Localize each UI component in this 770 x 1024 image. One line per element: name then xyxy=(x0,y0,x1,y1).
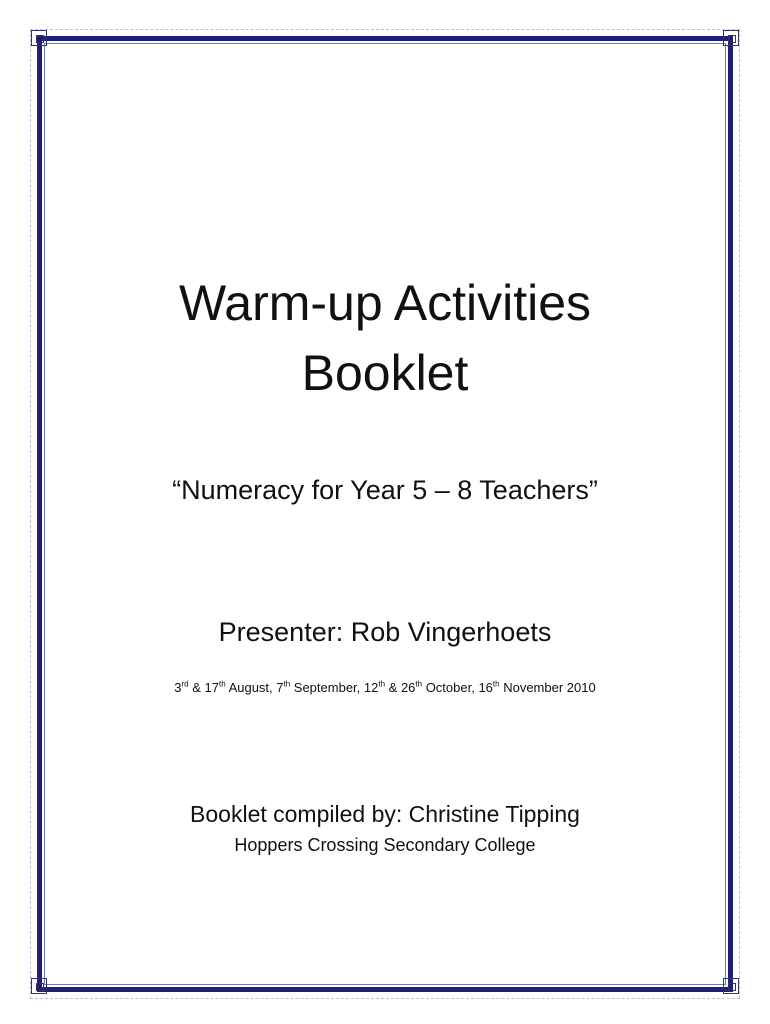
date-number: 17 xyxy=(204,680,219,695)
date-suffix: th xyxy=(492,679,500,689)
date-suffix: th xyxy=(415,679,423,689)
date-separator: August, xyxy=(225,680,277,695)
document-subtitle: “Numeracy for Year 5 – 8 Teachers” xyxy=(172,475,598,505)
compiled-by-line: Booklet compiled by: Christine Tipping xyxy=(190,801,580,827)
date-number: 12 xyxy=(363,680,379,695)
date-suffix: th xyxy=(219,679,226,689)
corner-ornament-top-right xyxy=(723,30,739,46)
date-number: 16 xyxy=(478,680,493,695)
school-name: Hoppers Crossing Secondary College xyxy=(234,835,536,855)
date-separator: October, xyxy=(422,680,479,695)
corner-ornament-top-left xyxy=(31,30,47,46)
date-suffix: rd xyxy=(181,679,189,689)
date-number: 26 xyxy=(400,680,416,695)
title-line-2: Booklet xyxy=(301,345,469,401)
date-suffix: th xyxy=(283,679,291,689)
date-number: 3 xyxy=(174,680,182,695)
date-separator: November 2010 xyxy=(499,680,596,695)
corner-ornament-bottom-left xyxy=(31,978,47,994)
corner-ornament-bottom-right xyxy=(723,978,739,994)
date-number: 7 xyxy=(276,680,284,695)
session-dates xyxy=(50,676,720,700)
date-separator: & xyxy=(385,680,401,695)
document-title xyxy=(50,268,720,408)
date-separator: September, xyxy=(290,680,364,695)
date-suffix: th xyxy=(378,679,386,689)
date-separator: & xyxy=(188,680,205,695)
title-line-1: Warm-up Activities xyxy=(178,275,592,331)
presenter-line: Presenter: Rob Vingerhoets xyxy=(218,617,552,647)
